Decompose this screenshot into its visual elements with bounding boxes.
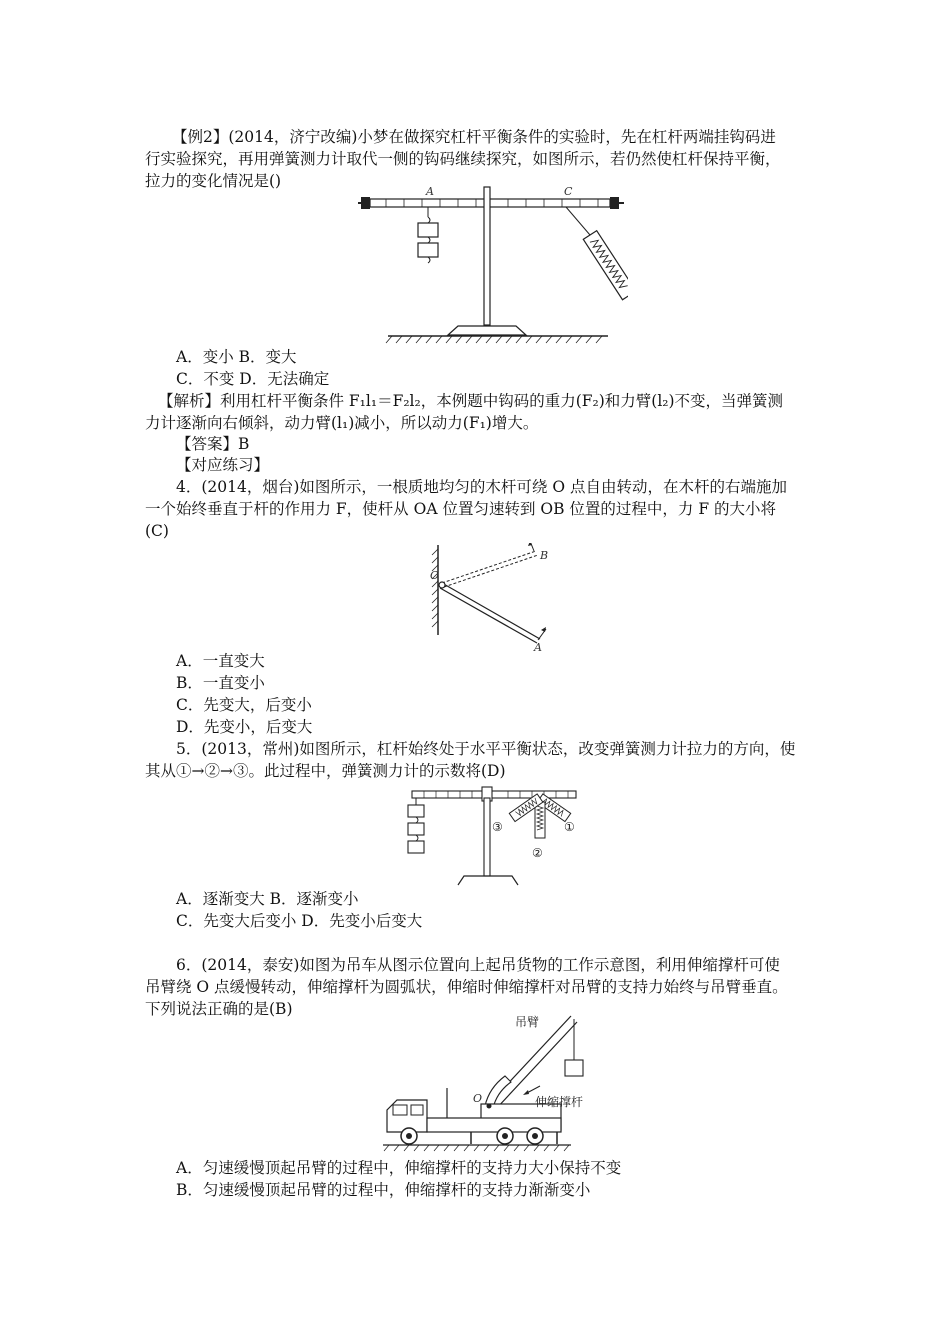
example2-line1: 【例2】(2014，济宁改编)小梦在做探究杠杆平衡条件的实验时，先在杠杆两端挂钩码进: [172, 128, 776, 146]
label-o: O: [430, 569, 440, 582]
example2-option-1: A．变小 B．变大: [176, 348, 297, 366]
q5-option-2: C．先变大后变小 D．先变小后变大: [176, 912, 423, 930]
label-b: B: [540, 549, 549, 562]
q4-option-c: C．先变大，后变小: [176, 696, 312, 714]
example2-answer: 【答案】B: [176, 435, 250, 453]
label-direction-3: ③: [492, 820, 503, 834]
example2-analysis-2: 力计逐渐向右倾斜，动力臂(l₁)减小，所以动力(F₁)增大。: [145, 414, 539, 432]
q5-option-1: A．逐渐变大 B．逐渐变小: [176, 890, 359, 908]
lever-three-directions-figure: [400, 783, 590, 888]
q6-line2: 吊臂绕 O 点缓慢转动，伸缩撑杆为圆弧状，伸缩时伸缩撑杆对吊臂的支持力始终与吊臂垂直。: [145, 978, 788, 996]
q6-line1: 6．(2014，泰安)如图为吊车从图示位置向上起吊货物的工作示意图，利用伸缩撑杆可使: [176, 956, 780, 974]
q5-line1: 5．(2013，常州)如图所示，杠杆始终处于水平平衡状态，改变弹簧测力计拉力的方向，使: [176, 740, 796, 758]
lever-spring-figure: [358, 185, 628, 347]
crane-figure: [375, 1010, 585, 1155]
label-a: A: [426, 185, 434, 198]
label-direction-2: ②: [532, 846, 543, 860]
example2-line3: 拉力的变化情况是(): [145, 172, 282, 190]
q5-line2: 其从①→②→③。此过程中，弹簧测力计的示数将(D): [145, 762, 506, 780]
q4-option-a: A．一直变大: [176, 652, 265, 670]
label-boom: 吊臂: [515, 1015, 540, 1029]
rotating-rod-figure: [424, 543, 564, 653]
example2-option-2: C．不变 D．无法确定: [176, 370, 330, 388]
example2-line2: 行实验探究，再用弹簧测力计取代一侧的钩码继续探究，如图所示，若仍然使杠杆保持平衡，: [145, 150, 781, 168]
practice-title: 【对应练习】: [176, 456, 270, 474]
label-direction-1: ①: [564, 820, 575, 834]
q4-line3: (C): [145, 522, 169, 540]
q4-option-d: D．先变小，后变大: [176, 718, 313, 736]
q6-line3: 下列说法正确的是(B): [145, 1000, 293, 1018]
label-pivot-o: O: [473, 1092, 483, 1105]
q4-option-b: B．一直变小: [176, 674, 265, 692]
q6-option-a: A．匀速缓慢顶起吊臂的过程中，伸缩撑杆的支持力大小保持不变: [176, 1159, 622, 1177]
q6-option-b: B．匀速缓慢顶起吊臂的过程中，伸缩撑杆的支持力渐渐变小: [176, 1181, 591, 1199]
label-strut: 伸缩撑杆: [535, 1095, 584, 1109]
label-c: C: [564, 185, 573, 198]
label-a-rod: A: [534, 641, 542, 653]
q4-line2: 一个始终垂直于杆的作用力 F，使杆从 OA 位置匀速转到 OB 位置的过程中，力 F 的大小将: [145, 500, 776, 518]
q4-line1: 4．(2014，烟台)如图所示，一根质地均匀的木杆可绕 O 点自由转动，在木杆的右端施加: [176, 478, 787, 496]
example2-analysis-1: 【解析】利用杠杆平衡条件 F₁l₁＝F₂l₂，本例题中钩码的重力(F₂)和力臂(l₂)不变，当弹簧测: [158, 392, 784, 410]
